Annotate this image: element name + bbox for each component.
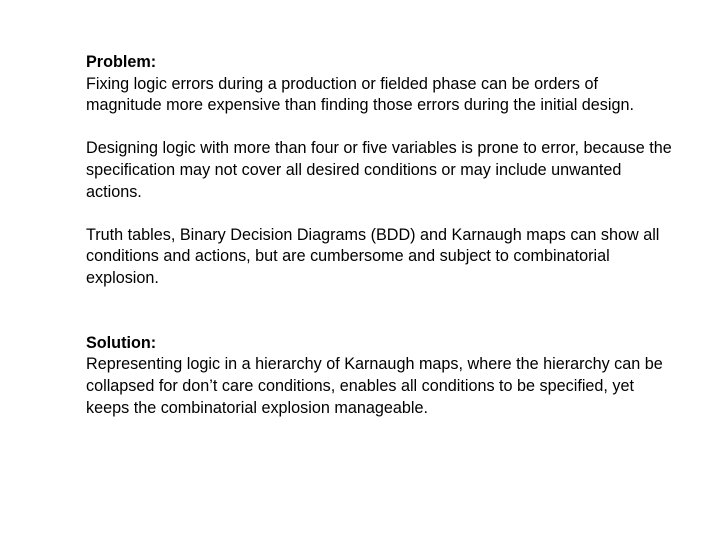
slide-body — [86, 52, 676, 419]
problem-paragraph-3: Truth tables, Binary Decision Diagrams (BDD) and Karnaugh maps can show all conditions and actions, but are cumbersome and subject to combinatorial explosion. — [86, 225, 660, 287]
solution-heading: Solution: — [86, 333, 157, 352]
problem-paragraph-1: Fixing logic errors during a production or fielded phase can be orders of magnitude more expensive than finding those errors during the initial design. — [86, 74, 635, 115]
paragraph-spacer — [86, 203, 676, 225]
problem-section — [86, 52, 676, 290]
solution-section — [86, 333, 676, 419]
solution-paragraph-1: Representing logic in a hierarchy of Karnaugh maps, where the hierarchy can be collapsed for don’t care conditions, enables all conditions to be specified, yet keeps the combinatorial explosion manageable. — [86, 355, 663, 417]
paragraph-spacer — [86, 117, 676, 139]
section-spacer — [86, 290, 676, 333]
problem-paragraph-2: Designing logic with more than four or five variables is prone to error, because the specification may not cover all desired conditions or may include unwanted actions. — [86, 139, 672, 201]
problem-heading: Problem: — [86, 53, 157, 71]
